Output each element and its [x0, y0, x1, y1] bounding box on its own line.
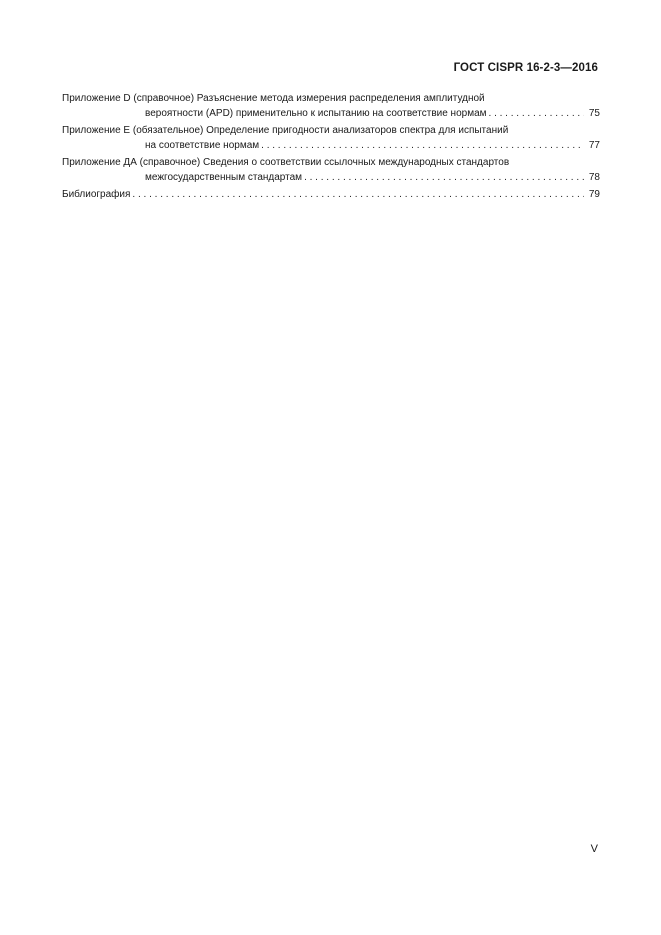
toc-entry-title-continued: межгосударственным стандартам	[145, 171, 303, 183]
toc-page-number: 79	[588, 189, 600, 200]
toc-entry-title: Приложение ДА (справочное) Сведения о соответствии ссылочных международных стандартов	[62, 157, 510, 168]
page-number: V	[590, 843, 598, 855]
toc-entry-title: Приложение E (обязательное) Определение пригодности анализаторов спектра для испытаний	[62, 125, 509, 136]
toc-page-number: 78	[588, 171, 600, 183]
dot-leader	[261, 139, 584, 154]
toc-entry-appendix-e[interactable]	[62, 124, 600, 153]
toc-page-number: 77	[588, 139, 600, 151]
toc-entry-title: Библиография	[62, 189, 131, 200]
toc-entry-line	[62, 188, 600, 203]
table-of-contents	[62, 92, 600, 206]
toc-entry-appendix-da[interactable]	[62, 156, 600, 185]
dot-leader	[489, 107, 584, 122]
dot-leader	[304, 171, 584, 186]
toc-entry-title-continued: вероятности (APD) применительно к испытанию на соответствие нормам	[145, 107, 487, 119]
toc-entry-continuation	[62, 139, 600, 154]
toc-entry-appendix-d[interactable]	[62, 92, 600, 121]
toc-page-number: 75	[588, 107, 600, 119]
toc-entry-continuation	[62, 171, 600, 186]
toc-entry-title: Приложение D (справочное) Разъяснение метода измерения распределения амплитудной	[62, 93, 485, 104]
toc-entry-title-continued: на соответствие нормам	[145, 139, 260, 151]
document-header: ГОСТ CISPR 16-2-3—2016	[453, 62, 598, 74]
dot-leader	[132, 188, 584, 203]
toc-entry-bibliography[interactable]	[62, 188, 600, 203]
toc-entry-continuation	[62, 107, 600, 122]
